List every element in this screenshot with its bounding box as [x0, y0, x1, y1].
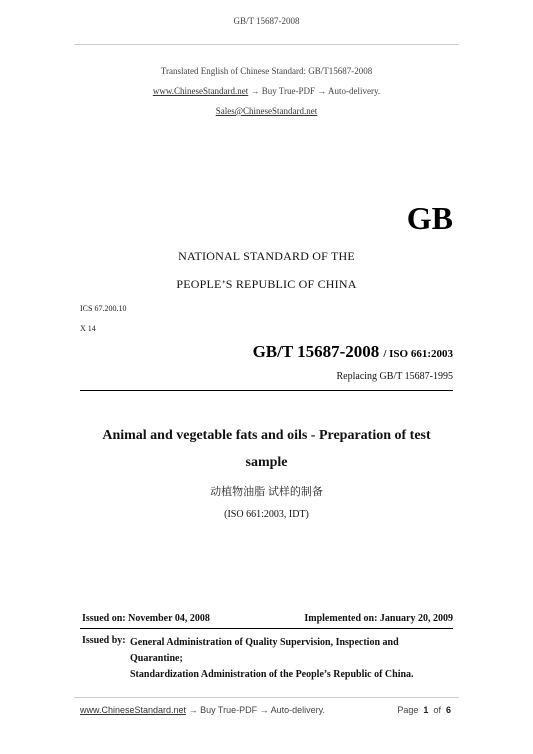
- title-divider: [80, 390, 453, 391]
- site-link[interactable]: www.ChineseStandard.net: [152, 86, 249, 96]
- adoption-note: (ISO 661:2003, IDT): [224, 509, 309, 520]
- page-indicator: [397, 705, 451, 715]
- sales-line: [0, 106, 533, 116]
- gbt-number: GB/T 15687-2008: [252, 342, 380, 361]
- footer-purchase-line: [80, 705, 325, 715]
- header-divider: [74, 44, 459, 45]
- issuer-line-2: Quarantine;: [130, 653, 183, 664]
- classification-code: X 14: [80, 324, 96, 333]
- ics-code: ICS 67.200.10: [80, 304, 127, 313]
- iso-equivalent: / ISO 661:2003: [383, 348, 453, 360]
- page-label: Page: [397, 705, 419, 715]
- standard-number: [253, 342, 453, 362]
- translation-notice: Translated English of Chinese Standard: GB/T15687-2008: [160, 66, 373, 76]
- national-standard-line-1: NATIONAL STANDARD OF THE: [178, 249, 355, 263]
- issuing-authorities: [130, 635, 414, 683]
- footer-purchase-text: → Buy True-PDF → Auto-delivery.: [186, 705, 325, 715]
- page-of: of: [433, 705, 441, 715]
- issuer-line-1: General Administration of Quality Supervision, Inspection and: [130, 637, 399, 648]
- dates-divider: [80, 628, 453, 629]
- purchase-line: [0, 86, 533, 96]
- issued-by-label: Issued by:: [82, 635, 126, 646]
- page-current: 1: [423, 705, 429, 715]
- sales-email-link[interactable]: Sales@ChineseStandard.net: [215, 106, 318, 116]
- document-title-line-2: sample: [245, 455, 288, 470]
- gb-mark: GB: [406, 200, 453, 236]
- header-doc-id: GB/T 15687-2008: [233, 16, 300, 26]
- issuer-line-3: Standardization Administration of the People’s Republic of China.: [130, 669, 414, 680]
- footer-divider: [74, 697, 459, 698]
- footer-site-link[interactable]: www.ChineseStandard.net: [80, 705, 187, 715]
- page-total: 6: [445, 705, 451, 715]
- document-title-line-1: Animal and vegetable fats and oils - Preparation of test: [102, 428, 431, 443]
- implemented-on-date: Implemented on: January 20, 2009: [304, 613, 453, 624]
- chinese-title: 动植物油脂 试样的制备: [210, 486, 323, 498]
- replacing-note: Replacing GB/T 15687-1995: [336, 371, 453, 382]
- issued-on-date: Issued on: November 04, 2008: [82, 613, 210, 624]
- national-standard-line-2: PEOPLE’S REPUBLIC OF CHINA: [176, 277, 357, 291]
- purchase-text: → Buy True-PDF → Auto-delivery.: [248, 86, 381, 96]
